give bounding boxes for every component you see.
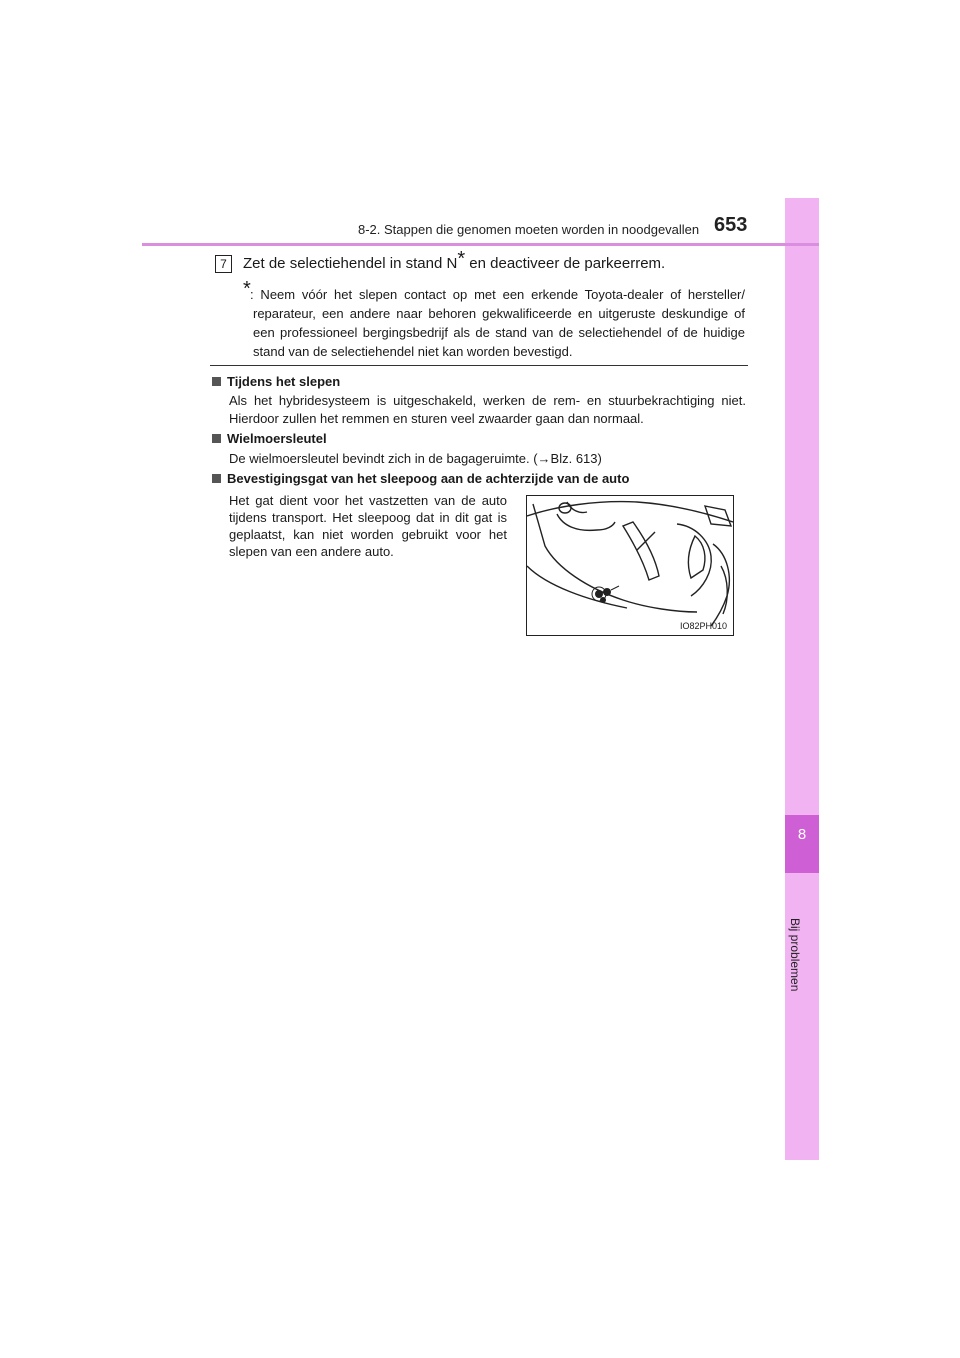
subsection-title-tow-eye [212,471,629,486]
step-text-after: en deactiveer de parkeerrem. [465,255,666,272]
footnote-star: * [243,278,251,300]
divider [210,365,748,366]
square-bullet-icon [212,434,221,443]
subsection-body-towing: Als het hybridesysteem is uitgeschakeld, werken de rem- en stuurbekrachtiging niet. Hierdoor zullen het remmen en sturen veel zwaarder gaan dan normaal. [229,393,746,426]
chapter-tab-active[interactable] [785,815,819,873]
subsection-title-text: Bevestigingsgat van het sleepoog aan de achterzijde van de auto [227,471,630,486]
step-text-before: Zet de selectiehendel in stand N [243,255,458,272]
rear-bumper-tow-eye-illustration [527,496,733,635]
footnote-text: : Neem vóór het slepen contact op met een erkende Toyota-dealer of hersteller/ reparateur, een andere naar behoren gekwalificeerde en uitgeruste deskundige of een professioneel bergingsbedrijf als de stand van de selectiehendel of de huidige stand van de selectiehendel niet kan worden bevestigd. [250,287,745,359]
side-tab [785,198,819,1160]
step-text [243,248,666,272]
square-bullet-icon [212,377,221,386]
chapter-number: 8 [797,826,807,843]
header-rule [142,243,819,246]
subsection-title-text: Wielmoersleutel [227,431,327,446]
subsection-title-wrench [212,431,327,446]
page-number: 653 [714,214,748,236]
subsection-title-text: Tijdens het slepen [227,374,341,389]
subsection-title-towing [212,374,340,389]
chapter-name: Bij problemen [788,918,802,992]
section-title: 8-2. Stappen die genomen moeten worden in noodgevallen [358,222,700,237]
rear-bumper-figure [526,495,734,636]
subsection-body-wrench: De wielmoersleutel bevindt zich in de bagageruimte. (→Blz. 613) [229,451,602,466]
subsection-body-tow-eye: Het gat dient voor het vastzetten van de auto tijdens transport. Het sleepoog dat in dit gat is geplaatst, kan niet worden gebruikt voor het slepen van een andere auto. [229,493,507,559]
figure-code: IO82PH010 [679,621,727,631]
footnote-marker: * [457,248,466,270]
step-number: 7 [215,255,232,273]
square-bullet-icon [212,474,221,483]
